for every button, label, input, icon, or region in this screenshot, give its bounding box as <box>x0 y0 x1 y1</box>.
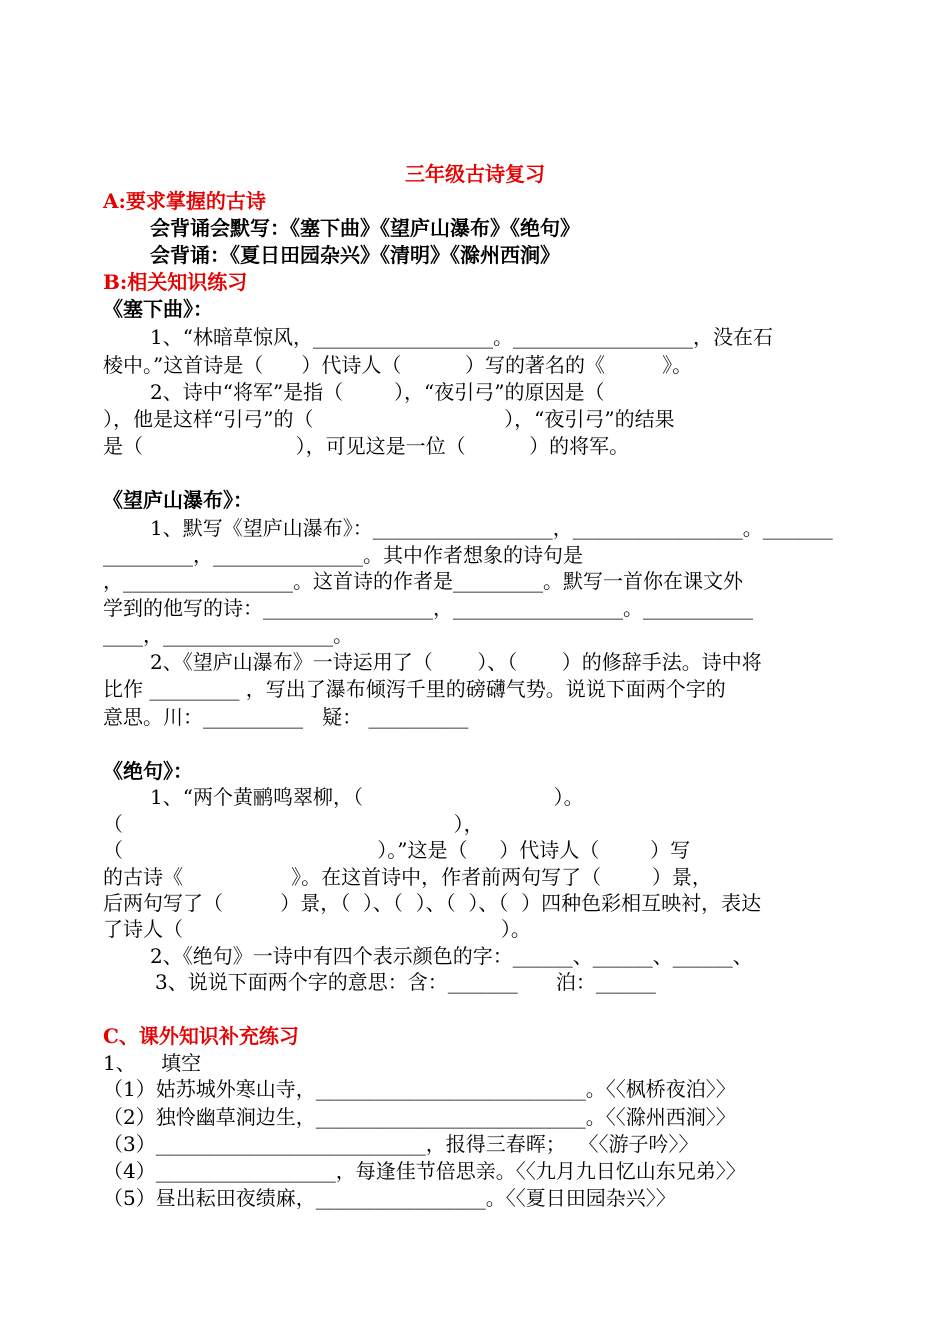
section-a-line1: 会背诵会默写：《塞下曲》《望庐山瀑布》《绝句》 <box>150 216 580 240</box>
section-c-item1: 1、 填空 <box>103 1051 202 1075</box>
jueju-line3: （ ）。”这是（ ）代诗人（ ）写 <box>103 838 691 862</box>
jueju-line1: 1、“两个黄鹂鸣翠柳，（ ）。 <box>150 785 584 809</box>
jueju-line5: 后两句写了（ ）景，（ ）、（ ）、（ ）、（ ）四种色彩相互映衬，表达 <box>103 891 762 915</box>
wanglushan-line8: 意思。川：__________ 疑： __________ <box>103 705 469 729</box>
section-a-heading: A:要求掌握的古诗 <box>103 189 266 213</box>
saixiaqu-line1: 1、“林暗草惊风，__________________。__________________，没在石 <box>150 325 773 349</box>
saixiaqu-line2: 棱中。”这首诗是（ ）代诗人（ ）写的著名的《 》。 <box>103 353 693 377</box>
saixiaqu-line4: ），他是这样“引弓”的（ ），“夜引弓”的结果 <box>103 407 675 431</box>
section-a-line2: 会背诵：《夏日田园杂兴》《清明》《滁州西涧》 <box>150 243 560 267</box>
jueju-line7: 2、《绝句》一诗中有四个表示颜色的字：______、______、______、 <box>150 944 753 968</box>
saixiaqu-title: 《塞下曲》： <box>103 297 213 321</box>
wanglushan-line3: ，_________________。这首诗的作者是_________。默写一首你在课文外 <box>103 569 743 593</box>
jueju-title: 《绝句》： <box>103 759 193 783</box>
wanglushan-title: 《望庐山瀑布》： <box>103 488 253 512</box>
wanglushan-line1: 1、默写《望庐山瀑布》：__________________，_________________。_______ <box>150 516 833 540</box>
wanglushan-line7: 比作 _________ ，写出了瀑布倾泻千里的磅礴气势。说说下面两个字的 <box>103 677 726 701</box>
fill-blank-2: （2）独怜幽草涧边生，___________________________。〈〈滁州西涧〉〉 <box>103 1105 736 1129</box>
section-b-heading: B:相关知识练习 <box>103 270 248 294</box>
wanglushan-line5: ____，_________________。 <box>103 623 353 647</box>
wanglushan-line6: 2、《望庐山瀑布》一诗运用了（ ）、（ ）的修辞手法。诗中将 <box>150 650 762 674</box>
fill-blank-5: （5）昼出耘田夜绩麻，_________________。〈〈夏日田园杂兴〉〉 <box>103 1186 676 1210</box>
wanglushan-line4: 学到的他写的诗：_________________，_________________。___________ <box>103 596 753 620</box>
jueju-line8: 3、说说下面两个字的意思：含：_______ 泊：______ <box>155 970 656 994</box>
jueju-line6: 了诗人（ ）。 <box>103 917 531 941</box>
saixiaqu-line5: 是（ ），可见这是一位（ ）的将军。 <box>103 434 630 458</box>
page-title: 三年级古诗复习 <box>405 162 545 186</box>
jueju-line2: （ ）， <box>103 812 484 836</box>
section-c-heading: C、课外知识补充练习 <box>103 1024 299 1048</box>
fill-blank-3: （3）___________________________，报得三春晖； 〈〈游子吟〉〉 <box>103 1132 699 1156</box>
fill-blank-4: （4）__________________，每逢佳节倍思亲。〈〈九月九日忆山东兄弟〉〉 <box>103 1159 746 1183</box>
wanglushan-line2: _________，_______________。其中作者想象的诗句是 <box>103 543 583 567</box>
jueju-line4: 的古诗《 》。在这首诗中，作者前两句写了（ ）景， <box>103 865 712 889</box>
saixiaqu-line3: 2、诗中“将军”是指（ ），“夜引弓”的原因是（ <box>150 380 605 404</box>
fill-blank-1: （1）姑苏城外寒山寺，___________________________。〈〈枫桥夜泊〉〉 <box>103 1077 736 1101</box>
